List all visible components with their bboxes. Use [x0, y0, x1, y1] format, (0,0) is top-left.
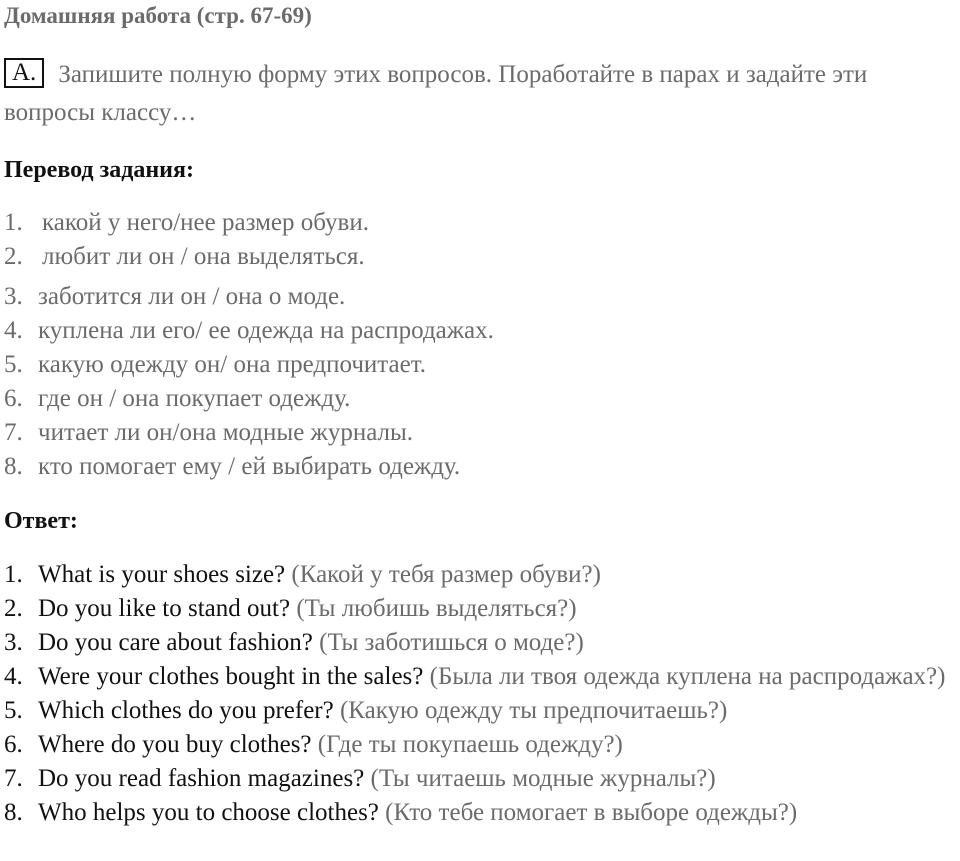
item-number: 3.: [4, 283, 23, 310]
answer-english: Where do you buy clothes?: [38, 731, 312, 758]
item-number: 8.: [4, 799, 23, 826]
item-number: 3.: [4, 629, 23, 656]
list-item: [4, 450, 494, 484]
task-text: Запишите полную форму этих вопросов. Поработайте в парах и задайте эти вопросы классу…: [4, 61, 868, 126]
answer-list: [4, 558, 954, 830]
list-item: [4, 206, 494, 240]
translation-heading: Перевод задания:: [4, 157, 194, 183]
answer-english: Do you like to stand out?: [38, 595, 291, 622]
translation-list: [4, 206, 494, 484]
answer-russian: (Кто тебе помогает в выборе одежды?): [385, 799, 798, 826]
item-number: 8.: [4, 453, 23, 480]
answer-russian: (Какую одежду ты предпочитаешь?): [339, 697, 728, 724]
answer-russian: (Где ты покупаешь одежду?): [317, 731, 623, 758]
list-item: [4, 314, 494, 348]
item-number: 2.: [4, 595, 23, 622]
list-item: [4, 240, 494, 280]
answer-russian: (Была ли твоя одежда куплена на распродажах?): [429, 663, 946, 690]
list-item: [4, 762, 954, 796]
item-number: 1.: [4, 561, 23, 588]
item-text: кто помогает ему / ей выбирать одежду.: [38, 453, 461, 480]
item-number: 2.: [4, 243, 23, 270]
item-text: любит ли он / она выделяться.: [42, 243, 365, 270]
answer-english: Were your clothes bought in the sales?: [38, 663, 424, 690]
list-item: [4, 728, 954, 762]
item-number: 6.: [4, 731, 23, 758]
item-text: какой у него/нее размер обуви.: [42, 209, 369, 236]
item-number: 4.: [4, 317, 23, 344]
answer-russian: (Какой у тебя размер обуви?): [291, 561, 601, 588]
item-number: 1.: [4, 209, 23, 236]
item-number: 7.: [4, 765, 23, 792]
item-text: заботится ли он / она о моде.: [38, 283, 346, 310]
list-item: [4, 348, 494, 382]
list-item: [4, 558, 954, 592]
answer-heading: Ответ:: [4, 508, 78, 534]
list-item: [4, 382, 494, 416]
item-text: где он / она покупает одежду.: [38, 385, 351, 412]
task-instruction: [4, 56, 956, 132]
list-item: [4, 796, 954, 830]
item-number: 5.: [4, 351, 23, 378]
item-text: читает ли он/она модные журналы.: [38, 419, 414, 446]
list-item: [4, 626, 954, 660]
list-item: [4, 694, 954, 728]
answer-russian: (Ты заботишься о моде?): [319, 629, 584, 656]
list-item: [4, 280, 494, 314]
list-item: [4, 660, 954, 694]
item-text: куплена ли его/ ее одежда на распродажах.: [38, 317, 494, 344]
task-letter-box: A.: [4, 58, 44, 88]
answer-english: Do you read fashion magazines?: [38, 765, 365, 792]
list-item: [4, 416, 494, 450]
item-number: 5.: [4, 697, 23, 724]
item-text: какую одежду он/ она предпочитает.: [38, 351, 426, 378]
item-number: 7.: [4, 419, 23, 446]
item-number: 4.: [4, 663, 23, 690]
answer-english: Who helps you to choose clothes?: [38, 799, 379, 826]
page-title: Домашняя работа (стр. 67-69): [4, 3, 312, 28]
answer-english: Which clothes do you prefer?: [38, 697, 334, 724]
answer-english: Do you care about fashion?: [38, 629, 313, 656]
answer-russian: (Ты любишь выделяться?): [296, 595, 577, 622]
answer-russian: (Ты читаешь модные журналы?): [370, 765, 716, 792]
list-item: [4, 592, 954, 626]
item-number: 6.: [4, 385, 23, 412]
answer-english: What is your shoes size?: [38, 561, 286, 588]
